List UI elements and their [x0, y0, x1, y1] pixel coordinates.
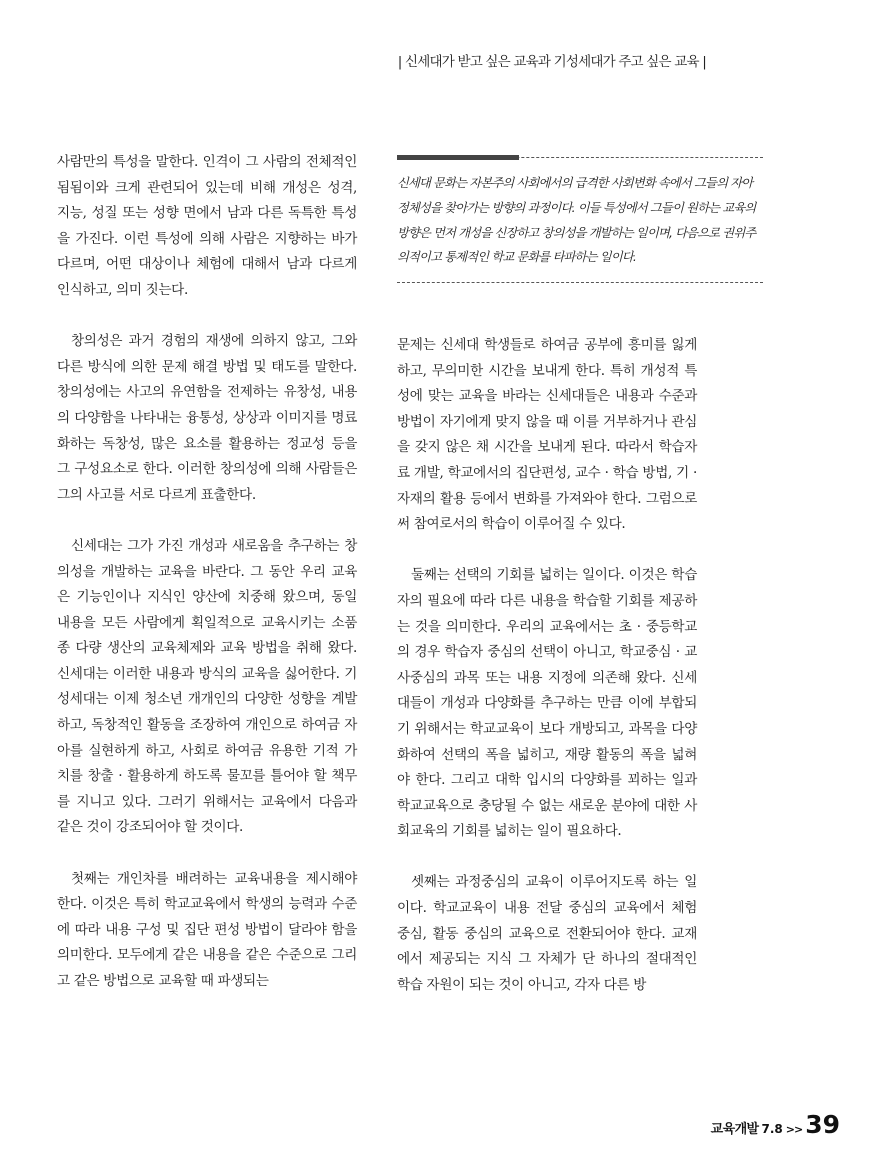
- paragraph: 창의성은 과거 경험의 재생에 의하지 않고, 그와 다른 방식에 의한 문제 해결 방법 및 태도를 말한다. 창의성에는 사고의 유연함을 전제하는 유창성, 내용의 다양함을 나타내는 융통성, 상상과 이미지를 명료화하는 독창성, 많은 요소를 활용하는 정교성 등을 그 구성요소로 한다. 이러한 창의성에 의해 사람들은 그의 사고를 서로 다르게 표출한다.: [57, 333, 357, 503]
- left-column: [57, 150, 357, 1020]
- paragraph: 문제는 신세대 학생들로 하여금 공부에 흥미를 잃게 하고, 무의미한 시간을 보내게 한다. 특히 개성적 특성에 맞는 교육을 바라는 신세대들은 내용과 수준과 방법이 자기에게 맞지 않을 때 이를 거부하거나 관심을 갖지 않은 채 시간을 보내게 된다. 따라서 학습자료 개발, 학교에서의 집단편성, 교수 · 학습 방법, 기 · 자재의 활용 등에서 변화를 가져와야 한다. 그럼으로써 참여로서의 학습이 이루어질 수 있다.: [397, 337, 697, 533]
- pull-quote: [397, 157, 763, 283]
- page-footer: [711, 1112, 840, 1137]
- issue-number: 7.8: [761, 1122, 783, 1136]
- paragraph: 둘째는 선택의 기회를 넓히는 일이다. 이것은 학습자의 필요에 따라 다른 내용을 학습할 기회를 제공하는 것을 의미한다. 우리의 교육에서는 초 · 중등학교의 경우 학습자 중심의 선택이 아니고, 학교중심 · 교사중심의 과목 또는 내용 지정에 의존해 왔다. 신세대들이 개성과 다양화를 추구하는 만큼 이에 부합되기 위해서는 학교교육이 보다 개방되고, 과목을 다양화하여 선택의 폭을 넓히고, 재량 활동의 폭을 넓혀야 한다. 그리고 대학 입시의 다양화를 꾀하는 일과 학교교육으로 충당될 수 없는 새로운 분야에 대한 사회교육의 기회를 넓히는 일이 필요하다.: [397, 567, 697, 840]
- paragraph: 신세대는 그가 가진 개성과 새로움을 추구하는 창의성을 개발하는 교육을 바란다. 그 동안 우리 교육은 기능인이나 지식인 양산에 치중해 왔으며, 동일 내용을 모든 사람에게 획일적으로 교육시키는 소품종 다량 생산의 교육체제와 교육 방법을 취해 왔다. 신세대는 이러한 내용과 방식의 교육을 싫어한다. 기성세대는 이제 청소년 개개인의 다양한 성향을 계발하고, 독창적인 활동을 조장하여 개인으로 하여금 자아를 실현하게 하고, 사회로 하여금 유용한 기적 가치를 창출 · 활용하게 하도록 물꼬를 틀어야 할 책무를 지니고 있다. 그러기 위해서는 교육에서 다음과 같은 것이 강조되어야 할 것이다.: [57, 537, 357, 836]
- arrows-glyph: >>: [785, 1123, 803, 1136]
- running-head: | 신세대가 받고 싶은 교육과 기성세대가 주고 싶은 교육 |: [397, 54, 706, 70]
- right-column: [397, 333, 697, 1024]
- paragraph: 사람만의 특성을 말한다. 인격이 그 사람의 전체적인 됨됨이와 크게 관련되어 있는데 비해 개성은 성격, 지능, 성질 또는 성향 면에서 남과 다른 독특한 특성을 가진다. 이런 특성에 의해 사람은 지향하는 바가 다르며, 어떤 대상이나 체험에 대해서 남과 다르게 인식하고, 의미 짓는다.: [57, 154, 357, 298]
- paragraph: 첫째는 개인차를 배려하는 교육내용을 제시해야 한다. 이것은 특히 학교교육에서 학생의 능력과 수준에 따라 내용 구성 및 집단 편성 방법이 달라야 함을 의미한다. 모두에게 같은 내용을 같은 수준으로 그리고 같은 방법으로 교육할 때 파생되는: [57, 870, 357, 989]
- pull-quote-text: 신세대 문화는 자본주의 사회에서의 급격한 사회변화 속에서 그들의 자아정체성을 찾아가는 방향의 과정이다. 이들 특성에서 그들이 원하는 교육의 방향은 먼저 개성을 신장하고 창의성을 개발하는 일이며, 다음으로 권위주의적이고 통제적인 학교 문화를 타파하는 일이다.: [397, 176, 756, 265]
- magazine-title: 교육개발: [710, 1122, 759, 1137]
- page-number: 39: [805, 1110, 840, 1139]
- paragraph: 셋째는 과정중심의 교육이 이루어지도록 하는 일이다. 학교교육이 내용 전달 중심의 교육에서 체험 중심, 활동 중심의 교육으로 전환되어야 한다. 교재에서 제공되는 지식 그 자체가 단 하나의 절대적인 학습 자원이 되는 것이 아니고, 각자 다른 방: [397, 874, 697, 993]
- pull-quote-bar: [397, 155, 519, 160]
